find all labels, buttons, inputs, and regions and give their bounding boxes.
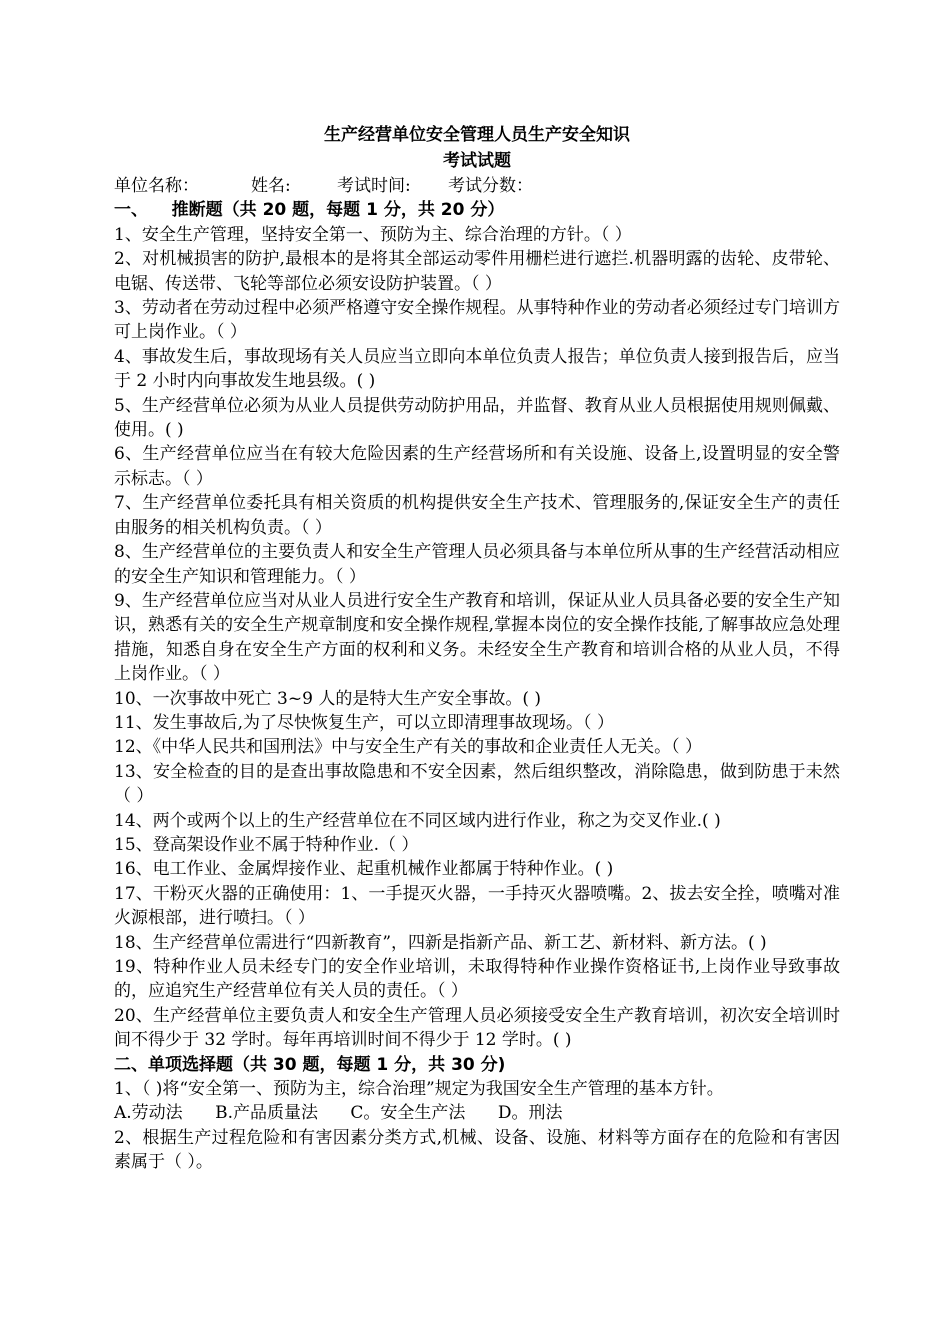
choice-question-list xyxy=(114,1077,840,1175)
exam-meta xyxy=(114,174,840,198)
question-item: 6、生产经营单位应当在有较大危险因素的生产经营场所和有关设施、设备上,设置明显的安全警示标志。（ ） xyxy=(114,444,840,489)
question-item: 20、生产经营单位主要负责人和安全生产管理人员必须接受安全生产教育培训，初次安全培训时间不得少于 32 学时。每年再培训时间不得少于 12 学时。( ) xyxy=(114,1005,840,1051)
unit-label: 单位名称： xyxy=(114,176,199,196)
section-judgement-heading: 一、 推断题（共 20 题，每题 1 分，共 20 分） xyxy=(114,200,505,221)
question-item: 18、生产经营单位需进行“四新教育”，四新是指新产品、新工艺、新材料、新方法。( ) xyxy=(114,932,767,953)
question-item: 13、安全检查的目的是查出事故隐患和不安全因素，然后组织整改，消除隐患，做到防患于未然（ ） xyxy=(114,761,840,807)
section-choice-heading: 二、单项选择题（共 30 题，每题 1 分，共 30 分) xyxy=(114,1054,506,1075)
name-label: 姓名: xyxy=(251,176,291,196)
question-item: 15、登高架设作业不属于特种作业.（ ） xyxy=(114,834,419,855)
question-item: 1、安全生产管理，坚持安全第一、预防为主、综合治理的方针。（ ） xyxy=(114,224,632,245)
question-item: 2、对机械损害的防护,最根本的是将其全部运动零件用栅栏进行遮拦.机器明露的齿轮、皮带轮、电锯、传送带、飞轮等部位必须安设防护装置。（ ） xyxy=(114,249,840,294)
question-item: 5、生产经营单位必须为从业人员提供劳动防护用品，并监督、教育从业人员根据使用规则佩戴、使用。( ) xyxy=(114,395,840,441)
question-item: 8、生产经营单位的主要负责人和安全生产管理人员必须具备与本单位所从事的生产经营活动相应的安全生产知识和管理能力。（ ） xyxy=(114,542,840,587)
question-item: 17、干粉灭火器的正确使用：1、一手提灭火器，一手持灭火器喷嘴。2、拔去安全拴，喷嘴对准火源根部，进行喷扫。（ ） xyxy=(114,883,840,929)
question-item: 10、一次事故中死亡 3~9 人的是特大生产安全事故。( ) xyxy=(114,688,541,709)
judgement-question-list xyxy=(114,223,840,1053)
question-item: 14、两个或两个以上的生产经营单位在不同区域内进行作业，称之为交叉作业.( ) xyxy=(114,810,721,831)
score-label: 考试分数： xyxy=(448,176,533,196)
question-item: 4、事故发生后，事故现场有关人员应当立即向本单位负责人报告；单位负责人接到报告后，应当于 2 小时内向事故发生地县级。( ) xyxy=(114,346,840,392)
question-item: 12、《中华人民共和国刑法》中与安全生产有关的事故和企业责任人无关。（ ） xyxy=(114,737,703,758)
question-item: 16、电工作业、金属焊接作业、起重机械作业都属于特种作业。( ) xyxy=(114,859,614,880)
question-item: 9、生产经营单位应当对从业人员进行安全生产教育和培训，保证从业人员具备必要的安全生产知识，熟悉有关的安全生产规章制度和安全操作规程,掌握本岗位的安全操作技能,了解事故应急处理措施，知悉自身在安全生产方面的权利和义务。未经安全生产教育和培训合格的从业人员，不得上岗作业。（ ） xyxy=(114,590,840,685)
choice-question: 1、（ )将“安全第一、预防为主，综合治理”规定为我国安全生产管理的基本方针。 xyxy=(114,1079,724,1100)
page-title: 生产经营单位安全管理人员生产安全知识 xyxy=(324,125,630,145)
page-subtitle: 考试试题 xyxy=(443,151,511,171)
time-label: 考试时间: xyxy=(337,176,411,196)
question-item: 19、特种作业人员未经专门的安全作业培训，未取得特种作业操作资格证书,上岗作业导致事故的，应追究生产经营单位有关人员的责任。（ ） xyxy=(114,957,840,1002)
choice-options: A.劳动法 B.产品质量法 C。安全生产法 D。刑法 xyxy=(114,1103,563,1124)
question-item: 7、生产经营单位委托具有相关资质的机构提供安全生产技术、管理服务的,保证安全生产的责任由服务的相关机构负责。（ ） xyxy=(114,493,840,538)
question-item: 3、劳动者在劳动过程中必须严格遵守安全操作规程。从事特种作业的劳动者必须经过专门培训方可上岗作业。（ ） xyxy=(114,298,840,343)
question-item: 11、发生事故后,为了尽快恢复生产，可以立即清理事故现场。（ ） xyxy=(114,712,614,733)
choice-question: 2、根据生产过程危险和有害因素分类方式,机械、设备、设施、材料等方面存在的危险和有害因素属于（ ）。 xyxy=(114,1127,840,1173)
